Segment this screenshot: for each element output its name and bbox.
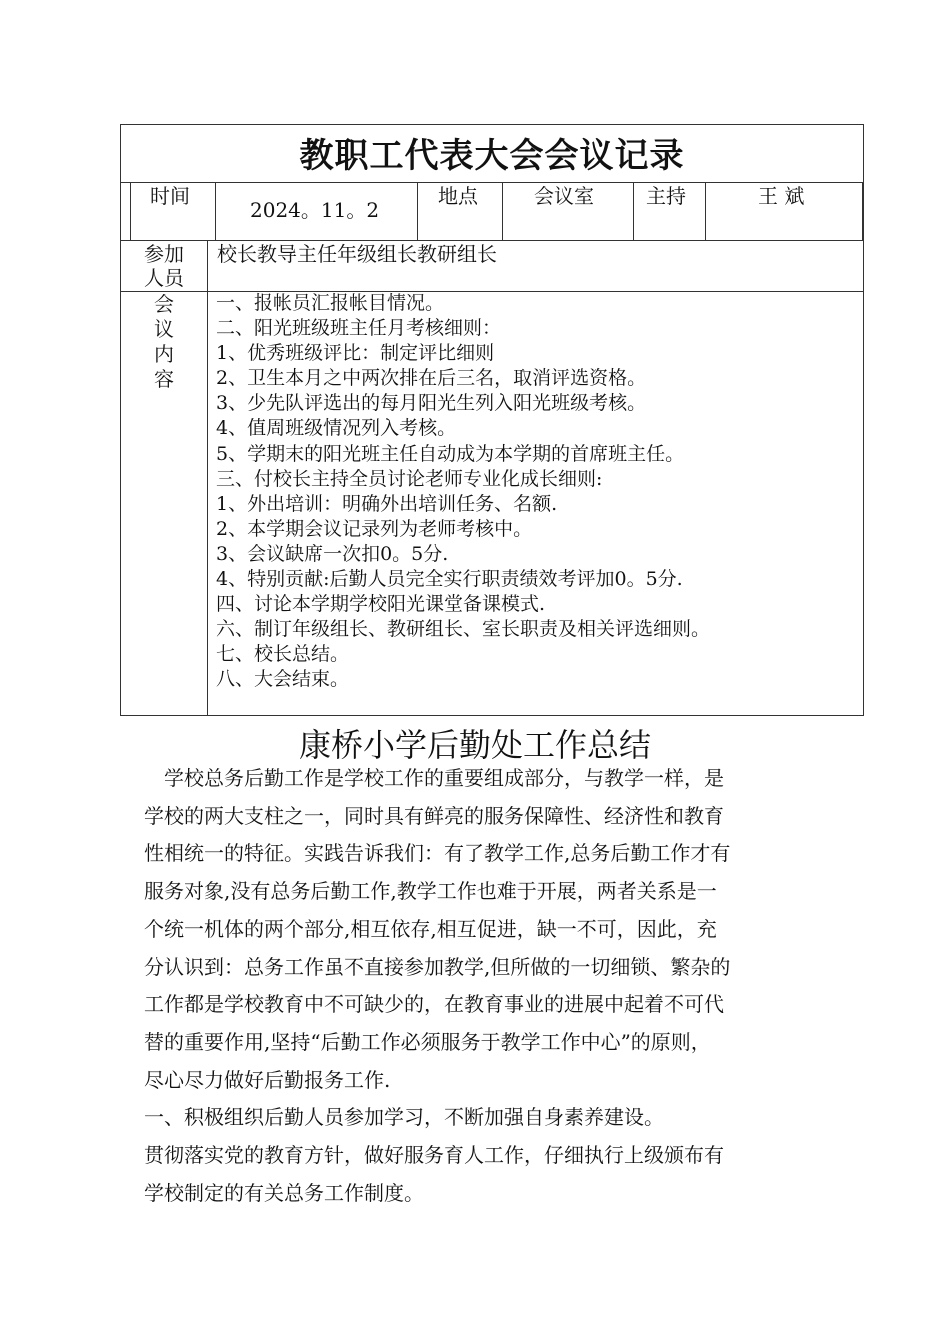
summary-line: 性相统一的特征。实践告诉我们：有了教学工作,总务后勤工作才有 [144, 841, 731, 866]
attendees-label-line-2: 人员 [144, 266, 184, 290]
content-line: 一、报帐员汇报帐目情况。 [216, 292, 445, 314]
col-divider [130, 182, 131, 240]
content-line: 1、优秀班级评比：制定评比细则 [216, 342, 495, 365]
time-label: 时间 [150, 184, 190, 208]
content-line: 5、学期末的阳光班主任自动成为本学期的首席班主任。 [216, 442, 685, 465]
content-line: 3、少先队评选出的每月阳光生列入阳光班级考核。 [216, 392, 647, 415]
content-line: 4、特别贡献:后勤人员完全实行职责绩效考评加0。5分. [216, 568, 683, 591]
content-line: 2、本学期会议记录列为老师考核中。 [216, 517, 533, 540]
content-line: 2、卫生本月之中两次排在后三名，取消评选资格。 [216, 367, 647, 390]
col-divider [417, 182, 418, 240]
col-divider [207, 240, 208, 716]
col-divider [862, 182, 863, 240]
content-line: 六、制订年级组长、教研组长、室长职责及相关评选细则。 [216, 618, 711, 641]
host-value: 王 斌 [758, 184, 805, 208]
content-line: 3、会议缺席一次扣0。5分. [216, 542, 449, 565]
meeting-content [216, 291, 710, 693]
record-title: 教职工代表大会会议记录 [299, 136, 685, 176]
content-line: 七、校长总结。 [216, 643, 350, 666]
content-label [154, 292, 174, 392]
content-label-char: 议 [154, 317, 174, 341]
summary-line: 分认识到：总务工作虽不直接参加教学,但所做的一切细锁、繁杂的 [144, 954, 731, 979]
content-label-char: 容 [154, 367, 174, 391]
content-line: 1、外出培训：明确外出培训任务、名额. [216, 492, 558, 515]
summary-line: 替的重要作用,坚持“后勤工作必须服务于教学工作中心”的原则， [144, 1029, 711, 1054]
attendees-value: 校长教导主任年级组长教研组长 [217, 242, 497, 266]
col-divider [705, 182, 706, 240]
col-divider [502, 182, 503, 240]
content-line: 八、大会结束。 [216, 668, 350, 691]
summary-line: 个统一机体的两个部分,相互依存,相互促进，缺一不可，因此，充 [144, 916, 717, 941]
summary-line: 尽心尽力做好后勤报务工作. [144, 1067, 391, 1092]
place-value: 会议室 [534, 184, 594, 208]
summary-line: 贯彻落实党的教育方针，做好服务育人工作，仔细执行上级颁布有 [144, 1143, 724, 1168]
content-line: 三、付校长主持全员讨论老师专业化成长细则: [216, 467, 603, 490]
time-value: 2024。11。2 [250, 198, 380, 222]
summary-line: 学校的两大支柱之一，同时具有鲜亮的服务保障性、经济性和教育 [144, 803, 724, 828]
summary-line: 服务对象,没有总务后勤工作,教学工作也难于开展，两者关系是一 [144, 879, 717, 904]
content-line: 4、值周班级情况列入考核。 [216, 417, 457, 440]
content-label-char: 内 [154, 342, 174, 366]
content-label-char: 会 [154, 292, 174, 316]
row-divider [120, 240, 864, 241]
summary-heading-1: 一、积极组织后勤人员参加学习，不断加强自身素养建设。 [144, 1105, 664, 1130]
content-line: 二、阳光班级班主任月考核细则： [216, 317, 502, 340]
row-divider [120, 182, 864, 183]
host-label: 主持 [646, 184, 686, 208]
col-divider [633, 182, 634, 240]
summary-title: 康桥小学后勤处工作总结 [298, 726, 651, 764]
content-line: 四、讨论本学期学校阳光课堂备课模式. [216, 593, 546, 616]
col-divider [215, 182, 216, 240]
attendees-label-line-1: 参加 [144, 242, 184, 266]
summary-line: 学校总务后勤工作是学校工作的重要组成部分，与教学一样，是 [144, 766, 724, 790]
summary-body [144, 760, 814, 1212]
summary-line: 工作都是学校教育中不可缺少的，在教育事业的进展中起着不可代 [144, 992, 724, 1017]
attendees-label [144, 242, 184, 290]
place-label: 地点 [438, 184, 478, 208]
summary-line: 学校制定的有关总务工作制度。 [144, 1180, 424, 1205]
